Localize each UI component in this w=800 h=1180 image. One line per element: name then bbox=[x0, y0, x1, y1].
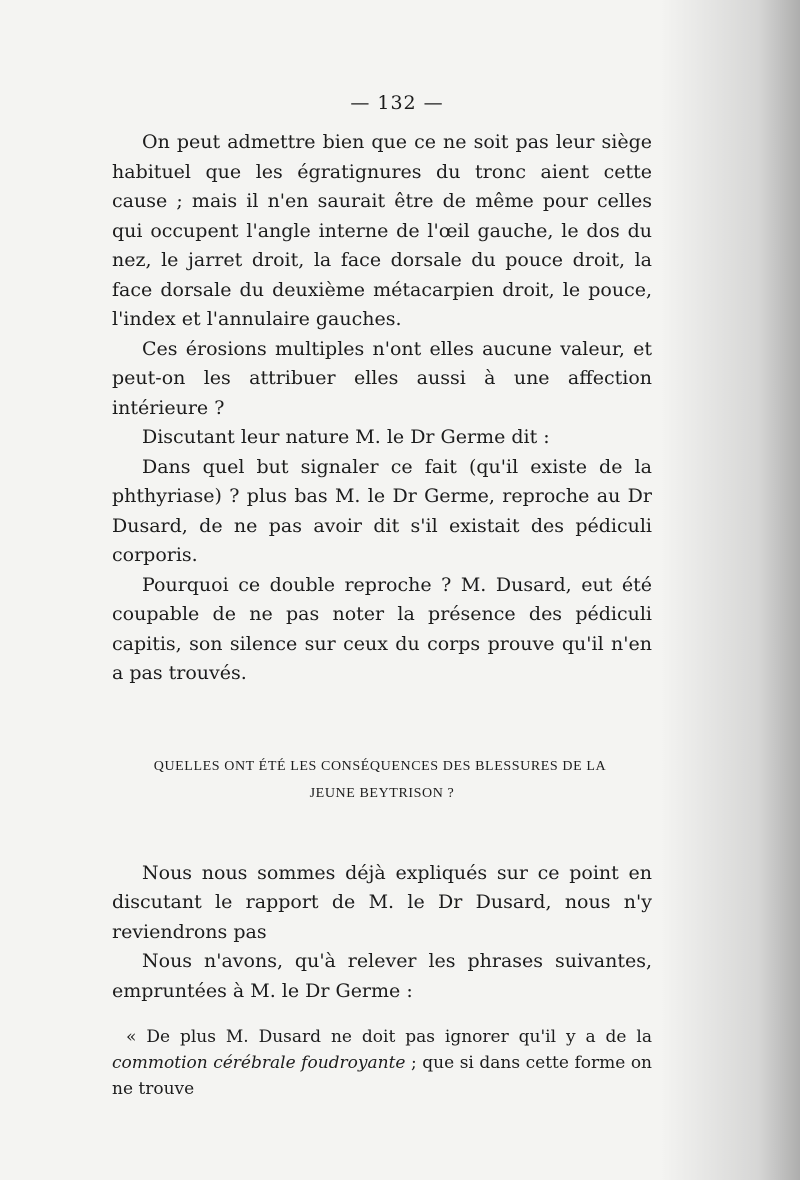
quotation bbox=[112, 1024, 652, 1102]
paragraph: On peut admettre bien que ce ne soit pas leur siège habituel que les égratignures du tronc aient cette cause ; mais il n'en saurait être de même pour celles qui occupent l'angle interne de l'œil gauche, le dos du nez, le jarret droit, la face dorsale du pouce droit, la face dorsale du deuxième métacarpien droit, le pouce, l'index et l'annulaire gauches. bbox=[112, 131, 652, 330]
paragraph: Discutant leur nature M. le Dr Germe dit : bbox=[142, 426, 550, 448]
page-number: — 132 — bbox=[350, 92, 444, 114]
paragraph: Nous nous sommes déjà expliqués sur ce point en discutant le rapport de M. le Dr Dusard, nous n'y reviendrons pas bbox=[112, 861, 652, 943]
quotation-italic: commotion cérébrale foudroyante bbox=[112, 1053, 406, 1073]
quotation-text: ; que si dans cette forme on ne trouve bbox=[112, 1053, 653, 1099]
page-edge-shadow bbox=[660, 0, 800, 1180]
section-heading-line: QUELLES ONT ÉTÉ LES CONSÉQUENCES DES BLESSURES DE LA bbox=[153, 758, 607, 774]
paragraph: Nous n'avons, qu'à relever les phrases suivantes, empruntées à M. le Dr Germe : bbox=[112, 950, 652, 1002]
quotation-text: « De plus M. Dusard ne doit pas ignorer qu'il y a de la bbox=[126, 1027, 652, 1047]
section-heading-line: JEUNE BEYTRISON ? bbox=[309, 785, 455, 801]
section-heading bbox=[112, 753, 652, 807]
paragraph: Dans quel but signaler ce fait (qu'il existe de la phthyriase) ? plus bas M. le Dr Germe, reproche au Dr Dusard, de ne pas avoir dit s'il existait des pédiculi corporis. bbox=[112, 455, 652, 566]
document-page bbox=[112, 92, 652, 1102]
paragraph: Ces érosions multiples n'ont elles aucune valeur, et peut-on les attribuer elles aussi à une affection intérieure ? bbox=[112, 337, 652, 419]
paragraph: Pourquoi ce double reproche ? M. Dusard, eut été coupable de ne pas noter la présence des pédiculi capitis, son silence sur ceux du corps prouve qu'il n'en a pas trouvés. bbox=[112, 573, 652, 684]
